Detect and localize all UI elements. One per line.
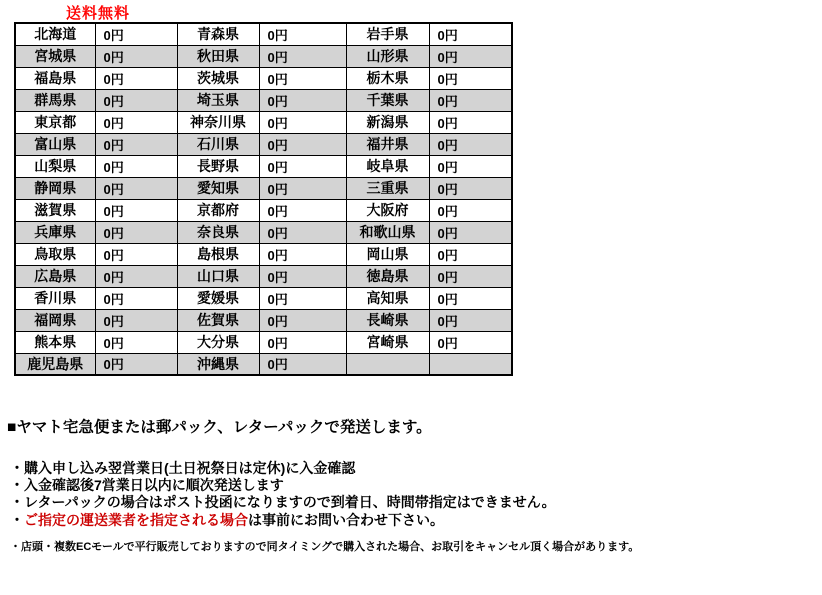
prefecture-cell: 島根県 [177, 243, 259, 265]
fee-cell: 0円 [429, 243, 512, 265]
fee-cell: 0円 [429, 331, 512, 353]
fee-cell: 0円 [95, 199, 177, 221]
fee-cell: 0円 [95, 309, 177, 331]
fee-cell: 0円 [95, 133, 177, 155]
prefecture-cell: 茨城県 [177, 67, 259, 89]
prefecture-cell: 山形県 [346, 45, 429, 67]
fee-cell: 0円 [429, 89, 512, 111]
fee-cell: 0円 [259, 23, 346, 45]
note-text-red: ご指定の運送業者を指定される場合 [24, 511, 248, 528]
fee-cell: 0円 [95, 243, 177, 265]
prefecture-cell: 愛媛県 [177, 287, 259, 309]
fee-cell: 0円 [95, 221, 177, 243]
fee-cell: 0円 [95, 265, 177, 287]
table-row [15, 155, 512, 177]
note-bullet: ・ [10, 460, 24, 476]
prefecture-cell: 宮城県 [15, 45, 95, 67]
fee-cell: 0円 [259, 309, 346, 331]
prefecture-cell: 富山県 [15, 133, 95, 155]
prefecture-cell: 広島県 [15, 265, 95, 287]
prefecture-cell: 大分県 [177, 331, 259, 353]
fee-cell: 0円 [429, 67, 512, 89]
prefecture-cell: 神奈川県 [177, 111, 259, 133]
prefecture-cell: 岐阜県 [346, 155, 429, 177]
prefecture-cell: 香川県 [15, 287, 95, 309]
prefecture-cell: 沖縄県 [177, 353, 259, 375]
fee-cell: 0円 [259, 111, 346, 133]
note-text: は事前にお問い合わせ下さい。 [248, 511, 444, 528]
prefecture-cell: 徳島県 [346, 265, 429, 287]
table-row [15, 309, 512, 331]
prefecture-cell: 三重県 [346, 177, 429, 199]
prefecture-cell: 滋賀県 [15, 199, 95, 221]
prefecture-cell: 秋田県 [177, 45, 259, 67]
prefecture-cell: 愛知県 [177, 177, 259, 199]
note-bullet: ・ [10, 494, 24, 511]
prefecture-cell: 鹿児島県 [15, 353, 95, 375]
prefecture-cell: 長崎県 [346, 309, 429, 331]
prefecture-cell: 京都府 [177, 199, 259, 221]
prefecture-cell: 群馬県 [15, 89, 95, 111]
fee-cell: 0円 [259, 243, 346, 265]
fee-cell: 0円 [259, 45, 346, 67]
fee-cell: 0円 [429, 23, 512, 45]
prefecture-cell: 北海道 [15, 23, 95, 45]
prefecture-cell: 長野県 [177, 155, 259, 177]
table-row [15, 89, 512, 111]
fee-cell: 0円 [429, 133, 512, 155]
prefecture-cell: 福島県 [15, 67, 95, 89]
fee-cell: 0円 [95, 45, 177, 67]
prefecture-cell: 鳥取県 [15, 243, 95, 265]
fee-cell: 0円 [95, 287, 177, 309]
prefecture-cell: 新潟県 [346, 111, 429, 133]
note-line-letterpack [10, 494, 556, 511]
prefecture-cell: 東京都 [15, 111, 95, 133]
prefecture-cell: 熊本県 [15, 331, 95, 353]
table-row [15, 133, 512, 155]
fee-cell: 0円 [95, 331, 177, 353]
fee-cell: 0円 [429, 155, 512, 177]
fee-cell: 0円 [95, 177, 177, 199]
shipping-fee-table-body [15, 23, 512, 375]
note-line-shipping-schedule [10, 477, 556, 494]
table-row [15, 23, 512, 45]
table-row [15, 265, 512, 287]
table-row [15, 67, 512, 89]
table-row [15, 331, 512, 353]
prefecture-cell: 福岡県 [15, 309, 95, 331]
shipping-fee-table [14, 22, 513, 376]
prefecture-cell: 石川県 [177, 133, 259, 155]
table-row [15, 243, 512, 265]
fee-cell: 0円 [429, 309, 512, 331]
fee-cell: 0円 [429, 221, 512, 243]
fee-cell: 0円 [95, 89, 177, 111]
fee-cell: 0円 [259, 177, 346, 199]
fee-cell: 0円 [259, 221, 346, 243]
note-text: 入金確認後7営業日以内に順次発送します [24, 477, 284, 494]
note-line-payment-confirmation [10, 460, 556, 477]
table-row [15, 221, 512, 243]
shipping-method-heading: ■ヤマト宅急便または郵パック、レターパックで発送します。 [7, 419, 432, 436]
table-row [15, 287, 512, 309]
prefecture-cell: 大阪府 [346, 199, 429, 221]
fee-cell: 0円 [429, 177, 512, 199]
prefecture-cell: 山口県 [177, 265, 259, 287]
fee-cell: 0円 [429, 199, 512, 221]
fee-cell: 0円 [259, 199, 346, 221]
fee-cell: 0円 [429, 45, 512, 67]
free-shipping-label: 送料無料 [66, 5, 131, 22]
fee-cell [429, 353, 512, 375]
prefecture-cell: 奈良県 [177, 221, 259, 243]
cancellation-footnote: ・店頭・複数ECモールで平行販売しておりますので同タイミングで購入された場合、お取引をキャンセル頂く場合があります。 [10, 541, 640, 553]
fee-cell: 0円 [259, 133, 346, 155]
fee-cell: 0円 [95, 353, 177, 375]
fee-cell: 0円 [259, 353, 346, 375]
note-bullet: ・ [10, 511, 24, 528]
note-bullet: ・ [10, 477, 24, 494]
fee-cell: 0円 [259, 155, 346, 177]
prefecture-cell: 兵庫県 [15, 221, 95, 243]
fee-cell: 0円 [259, 67, 346, 89]
note-line-carrier-request [10, 512, 556, 529]
note-text: レターパックの場合はポスト投函になりますので到着日、時間帯指定はできません。 [24, 494, 556, 511]
prefecture-cell: 青森県 [177, 23, 259, 45]
fee-cell: 0円 [429, 111, 512, 133]
prefecture-cell: 和歌山県 [346, 221, 429, 243]
table-row [15, 45, 512, 67]
shipping-notes [10, 460, 556, 529]
prefecture-cell: 宮崎県 [346, 331, 429, 353]
fee-cell: 0円 [95, 111, 177, 133]
fee-cell: 0円 [95, 67, 177, 89]
prefecture-cell: 栃木県 [346, 67, 429, 89]
fee-cell: 0円 [259, 287, 346, 309]
note-text: 購入申し込み翌営業日(土日祝祭日は定休)に入金確認 [24, 460, 356, 476]
prefecture-cell: 岩手県 [346, 23, 429, 45]
prefecture-cell: 佐賀県 [177, 309, 259, 331]
fee-cell: 0円 [95, 155, 177, 177]
fee-cell: 0円 [95, 23, 177, 45]
fee-cell: 0円 [259, 89, 346, 111]
prefecture-cell: 静岡県 [15, 177, 95, 199]
prefecture-cell: 山梨県 [15, 155, 95, 177]
prefecture-cell: 埼玉県 [177, 89, 259, 111]
fee-cell: 0円 [429, 265, 512, 287]
prefecture-cell: 高知県 [346, 287, 429, 309]
table-row [15, 111, 512, 133]
prefecture-cell [346, 353, 429, 375]
fee-cell: 0円 [259, 331, 346, 353]
table-row [15, 177, 512, 199]
table-row [15, 199, 512, 221]
prefecture-cell: 福井県 [346, 133, 429, 155]
prefecture-cell: 千葉県 [346, 89, 429, 111]
fee-cell: 0円 [259, 265, 346, 287]
fee-cell: 0円 [429, 287, 512, 309]
prefecture-cell: 岡山県 [346, 243, 429, 265]
table-row [15, 353, 512, 375]
